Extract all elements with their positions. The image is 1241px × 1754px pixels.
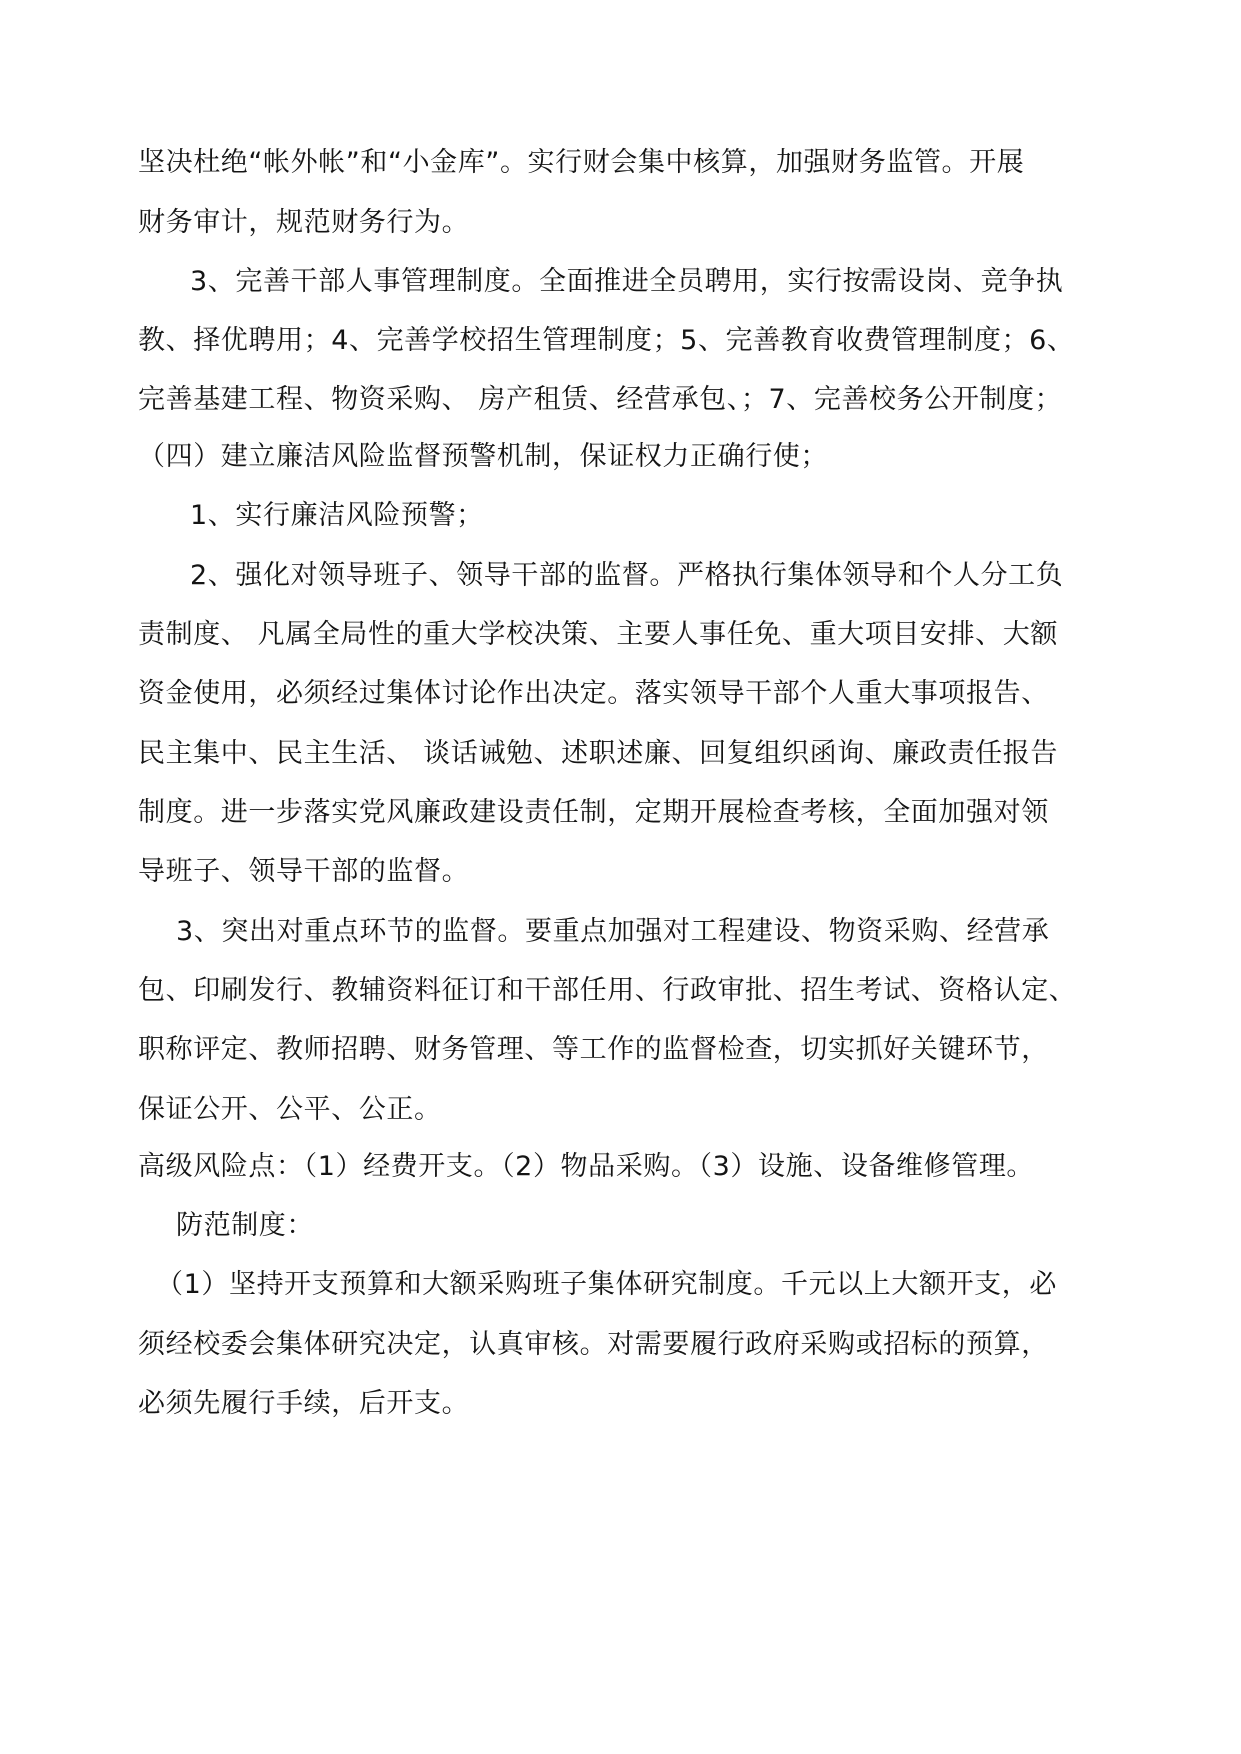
text-line: 制度。进一步落实党风廉政建设责任制，定期开展检查考核，全面加强对领 bbox=[138, 797, 1049, 828]
text-line: 坚决杜绝“帐外帐”和“小金库”。实行财会集中核算，加强财务监管。开展 bbox=[138, 147, 1025, 178]
subheading-prevention: 防范制度： bbox=[176, 1210, 314, 1241]
text-line: 1、实行廉洁风险预警； bbox=[190, 500, 484, 531]
text-line: 保证公开、公平、公正。 bbox=[138, 1094, 442, 1125]
text-line: 民主集中、民主生活、 谈话诫勉、述职述廉、回复组织函询、廉政责任报告 bbox=[138, 738, 1058, 769]
text-line: 包、印刷发行、教辅资料征订和干部任用、行政审批、招生考试、资格认定、 bbox=[138, 975, 1077, 1006]
text-line: 职称评定、教师招聘、财务管理、等工作的监督检查，切实抓好关键环节， bbox=[138, 1034, 1049, 1065]
text-line: 财务审计，规范财务行为。 bbox=[138, 207, 470, 238]
text-line: 资金使用，必须经过集体讨论作出决定。落实领导干部个人重大事项报告、 bbox=[138, 678, 1049, 709]
risk-points-line: 高级风险点：（1）经费开支。（2）物品采购。（3）设施、设备维修管理。 bbox=[138, 1151, 1035, 1182]
text-line: 导班子、领导干部的监督。 bbox=[138, 856, 470, 887]
text-line: 3、突出对重点环节的监督。要重点加强对工程建设、物资采购、经营承 bbox=[176, 916, 1050, 947]
text-line: 3、完善干部人事管理制度。全面推进全员聘用，实行按需设岗、竞争执 bbox=[190, 266, 1064, 297]
section-heading: （四）建立廉洁风险监督预警机制，保证权力正确行使； bbox=[138, 441, 828, 472]
text-line: 教、择优聘用；4、完善学校招生管理制度；5、完善教育收费管理制度；6、 bbox=[138, 325, 1075, 356]
text-line: 必须先履行手续，后开支。 bbox=[138, 1388, 470, 1419]
text-line: 责制度、 凡属全局性的重大学校决策、主要人事任免、重大项目安排、大额 bbox=[138, 619, 1058, 650]
text-line: 须经校委会集体研究决定，认真审核。对需要履行政府采购或招标的预算， bbox=[138, 1329, 1049, 1360]
text-line: 2、强化对领导班子、领导干部的监督。严格执行集体领导和个人分工负 bbox=[190, 560, 1064, 591]
text-line: （1）坚持开支预算和大额采购班子集体研究制度。千元以上大额开支，必 bbox=[156, 1269, 1057, 1300]
text-line: 完善基建工程、物资采购、 房产租赁、经营承包、；7、完善校务公开制度； bbox=[138, 384, 1063, 415]
